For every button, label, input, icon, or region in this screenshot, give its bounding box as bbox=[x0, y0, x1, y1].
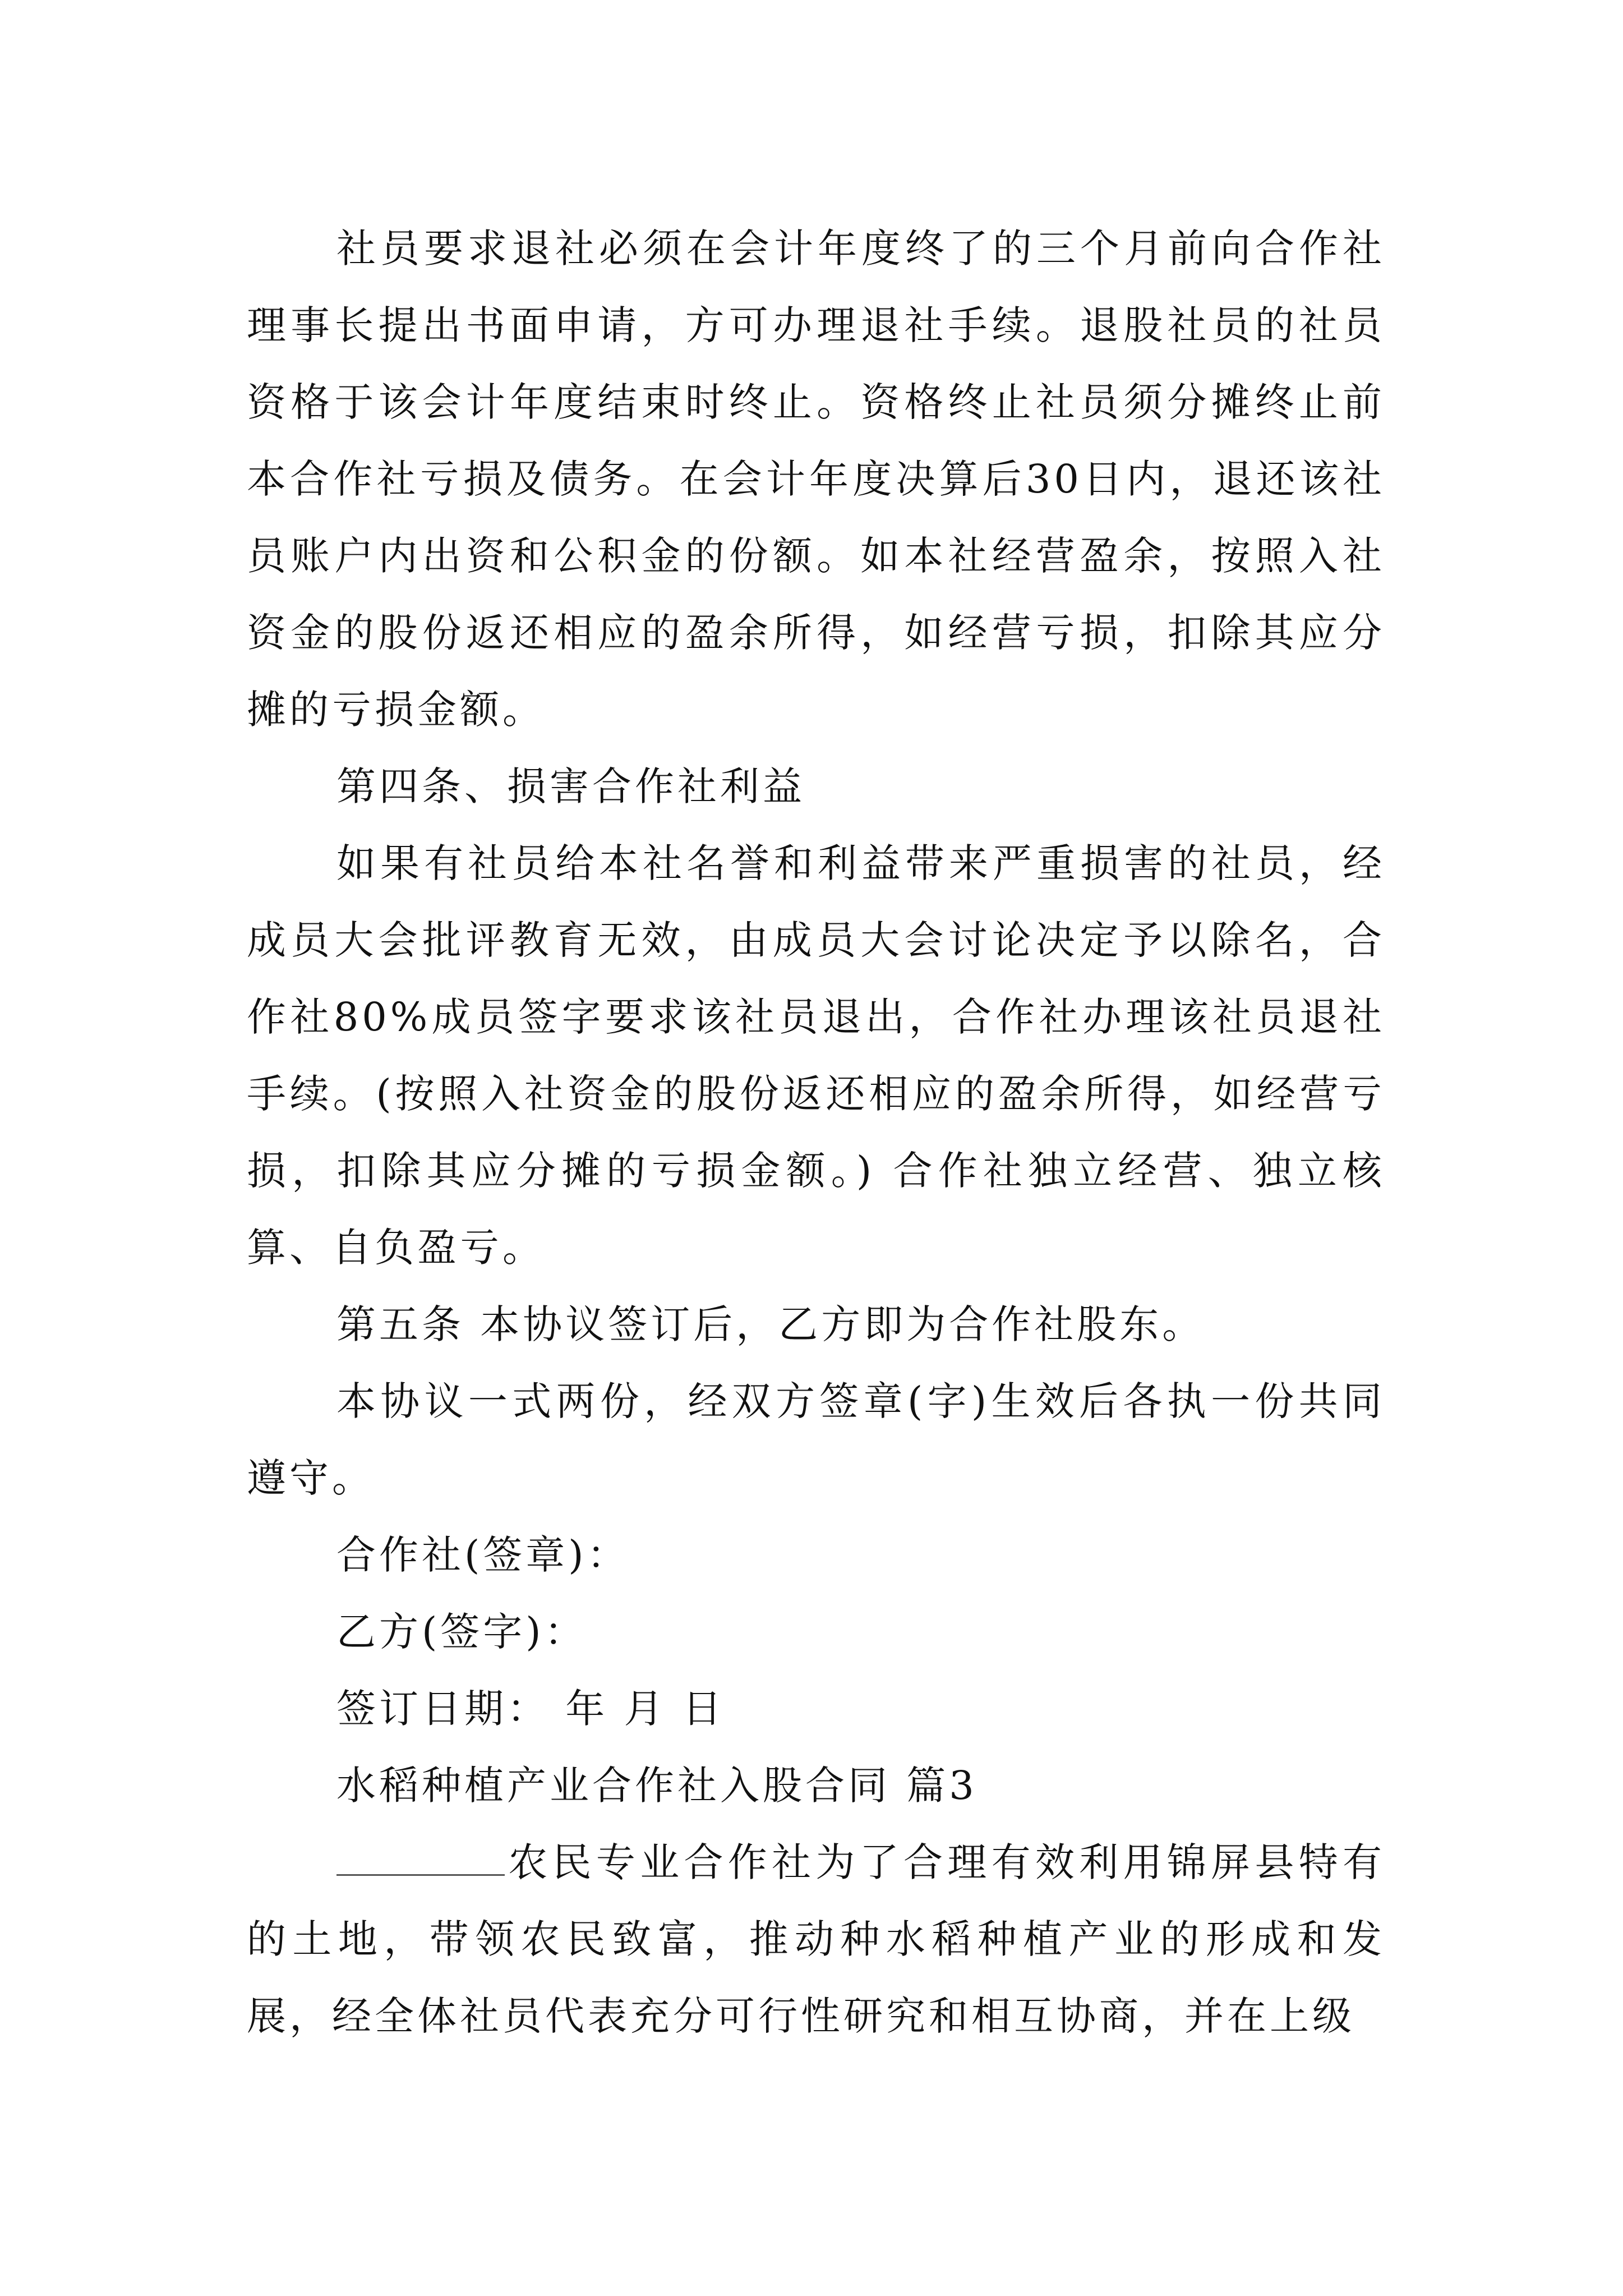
party-b-signature-line: 乙方(签字)： bbox=[336, 1609, 587, 1655]
paragraph-expulsion-terms: 如果有社员给本社名誉和利益带来严重损害的社员，经成员大会批评教育无效，由成员大会讨论决定予以除名，合作社80%成员签字要求该社员退出，合作社办理该社员退社手续。(按照入社资金的股份返还相应的盈余所得，如经营亏损，扣除其应分摊的亏损金额。) 合作社独立经营、独立核算、自负盈亏。 bbox=[247, 840, 1385, 1271]
article-5: 第五条 本协议签订后，乙方即为合作社股东。 bbox=[336, 1301, 1205, 1347]
document-page bbox=[247, 210, 1385, 2055]
paragraph-cooperative-purpose bbox=[247, 1824, 1385, 2055]
cooperative-signature-line: 合作社(签章)： bbox=[336, 1532, 630, 1578]
section-3-title: 水稻种植产业合作社入股合同 篇3 bbox=[336, 1763, 978, 1809]
signing-date-line: 签订日期： 年 月 日 bbox=[336, 1686, 725, 1732]
paragraph-withdrawal-terms: 社员要求退社必须在会计年度终了的三个月前向合作社理事长提出书面申请，方可办理退社手续。退股社员的社员资格于该会计年度结束时终止。资格终止社员须分摊终止前本合作社亏损及债务。在会计年度决算后30日内，退还该社员账户内出资和公积金的份额。如本社经营盈余，按照入社资金的股份返还相应的盈余所得，如经营亏损，扣除其应分摊的亏损金额。 bbox=[247, 226, 1385, 733]
article-4-heading: 第四条、损害合作社利益 bbox=[336, 763, 805, 809]
blank-underline bbox=[336, 1841, 505, 1876]
cooperative-purpose-text: 农民专业合作社为了合理有效利用锦屏县特有的土地，带领农民致富，推动种水稻种植产业的形成和发展，经全体社员代表充分可行性研究和相互协商，并在上级 bbox=[247, 1839, 1385, 2039]
paragraph-copies: 本协议一式两份，经双方签章(字)生效后各执一份共同遵守。 bbox=[247, 1378, 1385, 1501]
